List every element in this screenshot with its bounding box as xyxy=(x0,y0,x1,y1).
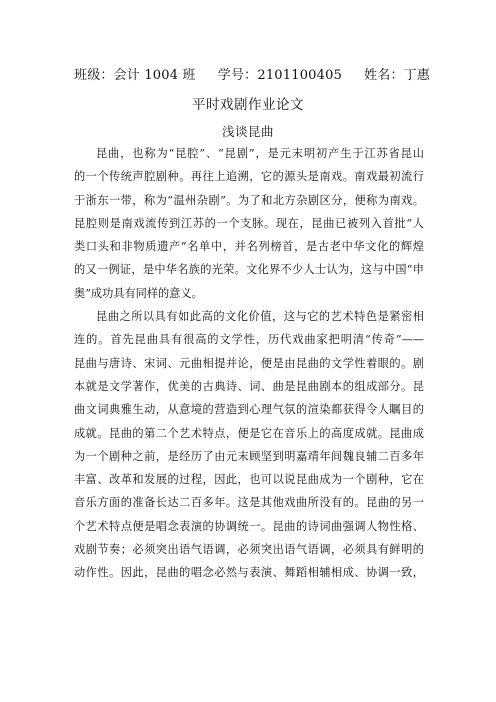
paragraph-line: 曲文词典雅生动，从意境的营造到心理气氛的渲染都获得令人瞩目的 xyxy=(74,403,424,417)
paragraph-line: 于浙东一带，称为“温州杂剧”。为了和北方杂剧区分，便称为南戏。 xyxy=(74,193,424,207)
paragraph-line: 音乐方面的准备长达二百多年。这是其他戏曲所没有的。昆曲的另一 xyxy=(74,496,424,510)
paragraph-line: 丰富、改革和发展的过程，因此，也可以说昆曲成为一个剧种，它在 xyxy=(74,473,424,487)
paragraph-line: 本就是文学著作，优美的古典诗、词、曲是昆曲剧本的组成部分。昆 xyxy=(74,379,424,393)
student-info-line xyxy=(74,64,430,83)
class-label: 班级：会计 1004 班 xyxy=(74,68,196,83)
paragraph-line: 的一个传统声腔剧种。再往上追溯，它的源头是南戏。南戏最初流行 xyxy=(74,170,424,184)
document-title: 平时戏剧作业论文 xyxy=(192,97,304,113)
paragraph-line: 的又一例证，是中华名族的光荣。文化界不少人士认为，这与中国“申 xyxy=(74,263,424,277)
paragraph-line: 昆腔则是南戏流传到江苏的一个支脉。现在，昆曲已被列入首批“人 xyxy=(74,216,424,230)
paragraph-line: 昆曲，也称为“昆腔”、“昆剧”，是元末明初产生于江苏省昆山 xyxy=(96,147,424,160)
body-text xyxy=(74,142,424,585)
document-subtitle: 浅谈昆曲 xyxy=(221,124,274,139)
paragraph-line: 连的。首先昆曲具有很高的文学性，历代戏曲家把明清“传奇”—— xyxy=(74,333,424,347)
student-id-label: 学号：2101100405 xyxy=(217,68,343,83)
paragraph-line: 奥”成功具有同样的意义。 xyxy=(74,286,203,300)
student-name-label: 姓名：丁惠 xyxy=(364,68,431,83)
paragraph-line: 昆曲之所以具有如此高的文化价值，这与它的艺术特色是紧密相 xyxy=(96,310,424,324)
paragraph-line: 为一个剧种之前，是经历了由元末顾坚到明嘉靖年间魏良辅二百多年 xyxy=(74,449,424,463)
paragraph-line: 昆曲与唐诗、宋词、元曲相提并论，便是由昆曲的文学性着眼的。剧 xyxy=(74,356,424,370)
paragraph-line: 动作性。因此，昆曲的唱念必然与表演、舞蹈相辅相成、协调一致， xyxy=(74,566,424,580)
paragraph-line: 类口头和非物质遗产”名单中，并名列榜首，是古老中华文化的辉煌 xyxy=(74,240,424,254)
paragraph-line: 个艺术特点便是唱念表演的协调统一。昆曲的诗词曲强调人物性格、 xyxy=(74,519,424,533)
paragraph-line: 成就。昆曲的第二个艺术特点，便是它在音乐上的高度成就。昆曲成 xyxy=(74,426,424,440)
paragraph-line: 戏剧节奏；必须突出语气语调，必须突出语气语调，必须具有鲜明的 xyxy=(74,543,424,557)
